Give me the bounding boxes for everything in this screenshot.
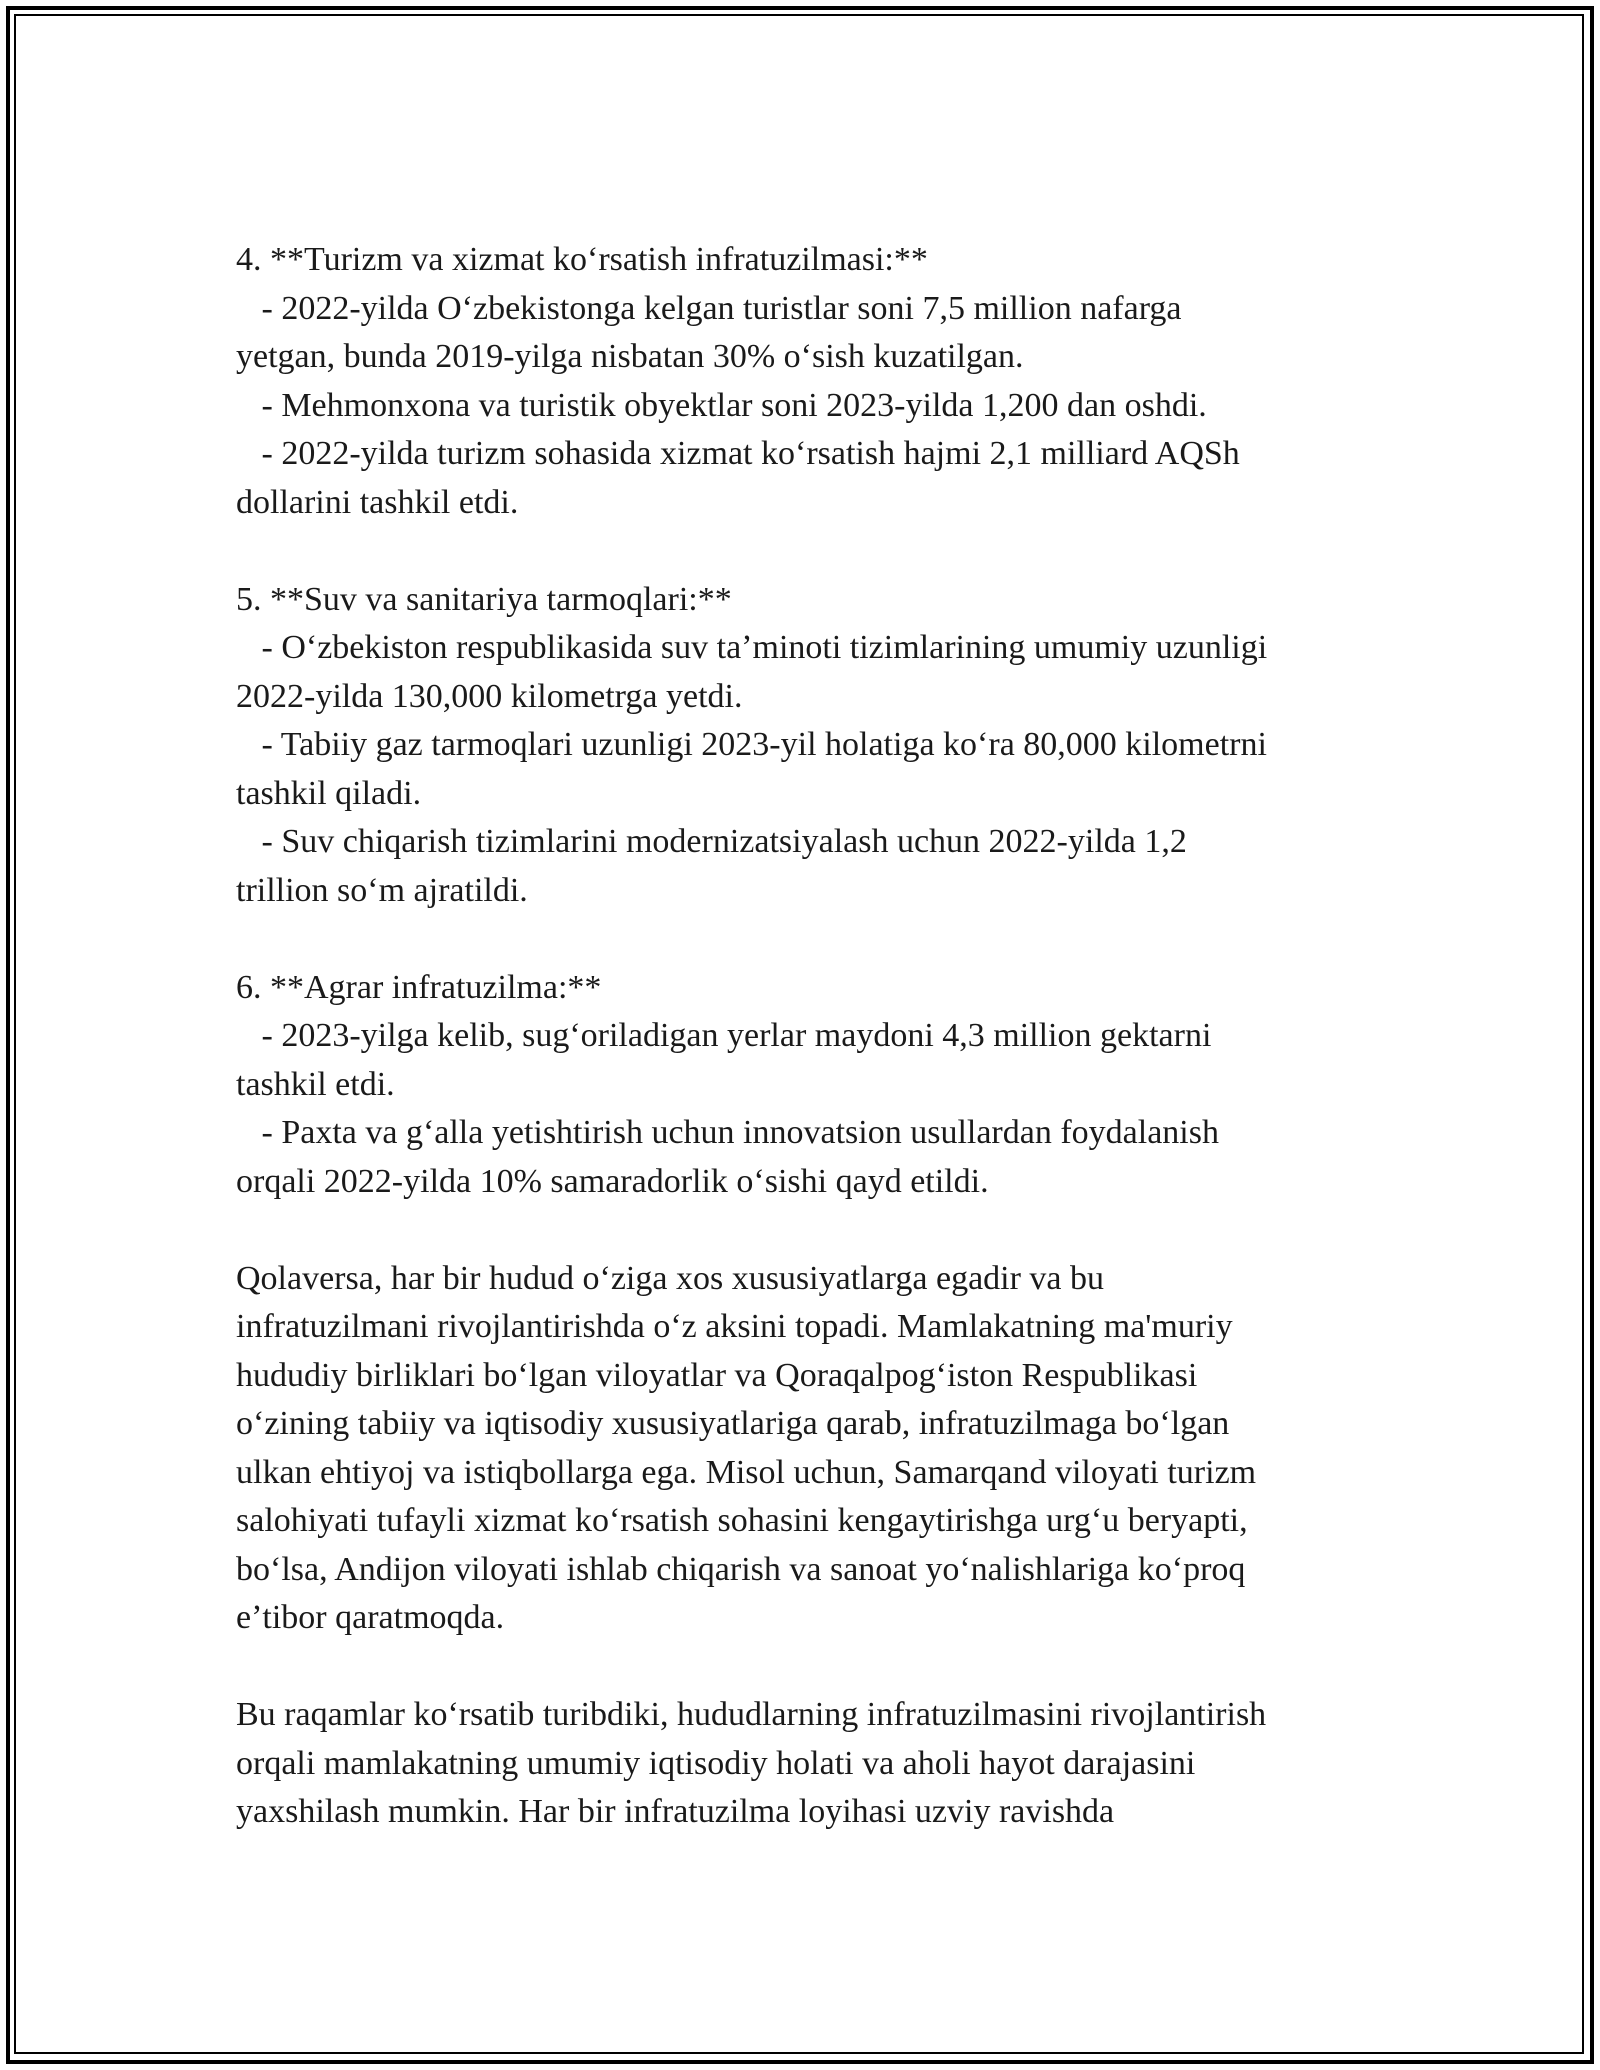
text-line: yaxshilash mumkin. Har bir infratuzilma loyihasi uzviy ravishda bbox=[236, 1793, 1115, 1830]
section-heading: 6. **Agrar infratuzilma:** bbox=[236, 968, 602, 1006]
document-body bbox=[236, 236, 1416, 1837]
text-line: Bu raqamlar koʻrsatib turibdiki, hududlarning infratuzilmasini rivojlantirish bbox=[236, 1696, 1267, 1733]
paragraph-regional-features bbox=[236, 1255, 1416, 1643]
text-line: - Oʻzbekiston respublikasida suv taʼminoti tizimlarining umumiy uzunligi bbox=[236, 629, 1268, 666]
text-line: orqali mamlakatning umumiy iqtisodiy holati va aholi hayot darajasini bbox=[236, 1744, 1196, 1782]
text-line: tashkil qiladi. bbox=[236, 774, 422, 812]
text-line: trillion soʻm ajratildi. bbox=[236, 871, 528, 909]
text-line: - Tabiiy gaz tarmoqlari uzunligi 2023-yil holatiga koʻra 80,000 kilometrni bbox=[236, 726, 1267, 763]
text-line: - 2022-yilda turizm sohasida xizmat koʻrsatish hajmi 2,1 milliard AQSh bbox=[236, 435, 1240, 472]
section-agrarian bbox=[236, 964, 1416, 1207]
text-line: - 2022-yilda Oʻzbekistonga kelgan turistlar soni 7,5 million nafarga bbox=[236, 289, 1182, 327]
text-line: salohiyati tufayli xizmat koʻrsatish sohasini kengaytirishga urgʻu beryapti, bbox=[236, 1502, 1248, 1539]
text-line: tashkil etdi. bbox=[236, 1065, 395, 1103]
section-heading: 5. **Suv va sanitariya tarmoqlari:** bbox=[236, 580, 732, 618]
text-line: orqali 2022-yilda 10% samaradorlik oʻsishi qayd etildi. bbox=[236, 1162, 989, 1200]
text-line: infratuzilmani rivojlantirishda oʻz aksini topadi. Mamlakatning ma'muriy bbox=[236, 1308, 1233, 1345]
text-line: - 2023-yilga kelib, sugʻoriladigan yerlar maydoni 4,3 million gektarni bbox=[236, 1017, 1212, 1054]
text-line: Qolaversa, har bir hudud oʻziga xos xususiyatlarga egadir va bu bbox=[236, 1259, 1105, 1297]
text-line: - Paxta va gʻalla yetishtirish uchun innovatsion usullardan foydalanish bbox=[236, 1114, 1219, 1151]
text-line: - Mehmonxona va turistik obyektlar soni 2023-yilda 1,200 dan oshdi. bbox=[236, 386, 1207, 424]
text-line: oʻzining tabiiy va iqtisodiy xususiyatlariga qarab, infratuzilmaga boʻlgan bbox=[236, 1405, 1230, 1442]
text-line: eʼtibor qaratmoqda. bbox=[236, 1599, 505, 1636]
text-line: yetgan, bunda 2019-yilga nisbatan 30% oʻsish kuzatilgan. bbox=[236, 338, 1024, 375]
text-line: ulkan ehtiyoj va istiqbollarga ega. Misol uchun, Samarqand viloyati turizm bbox=[236, 1453, 1257, 1491]
text-line: - Suv chiqarish tizimlarini modernizatsiyalash uchun 2022-yilda 1,2 bbox=[236, 823, 1187, 860]
text-line: boʻlsa, Andijon viloyati ishlab chiqarish va sanoat yoʻnalishlariga koʻproq bbox=[236, 1550, 1246, 1588]
text-line: 2022-yilda 130,000 kilometrga yetdi. bbox=[236, 677, 743, 715]
text-line: dollarini tashkil etdi. bbox=[236, 483, 519, 521]
section-heading: 4. **Turizm va xizmat koʻrsatish infratuzilmasi:** bbox=[236, 241, 928, 278]
section-tourism bbox=[236, 236, 1416, 527]
paragraph-conclusion bbox=[236, 1691, 1416, 1837]
section-water-sanitation bbox=[236, 576, 1416, 916]
text-line: hududiy birliklari boʻlgan viloyatlar va Qoraqalpogʻiston Respublikasi bbox=[236, 1356, 1198, 1394]
